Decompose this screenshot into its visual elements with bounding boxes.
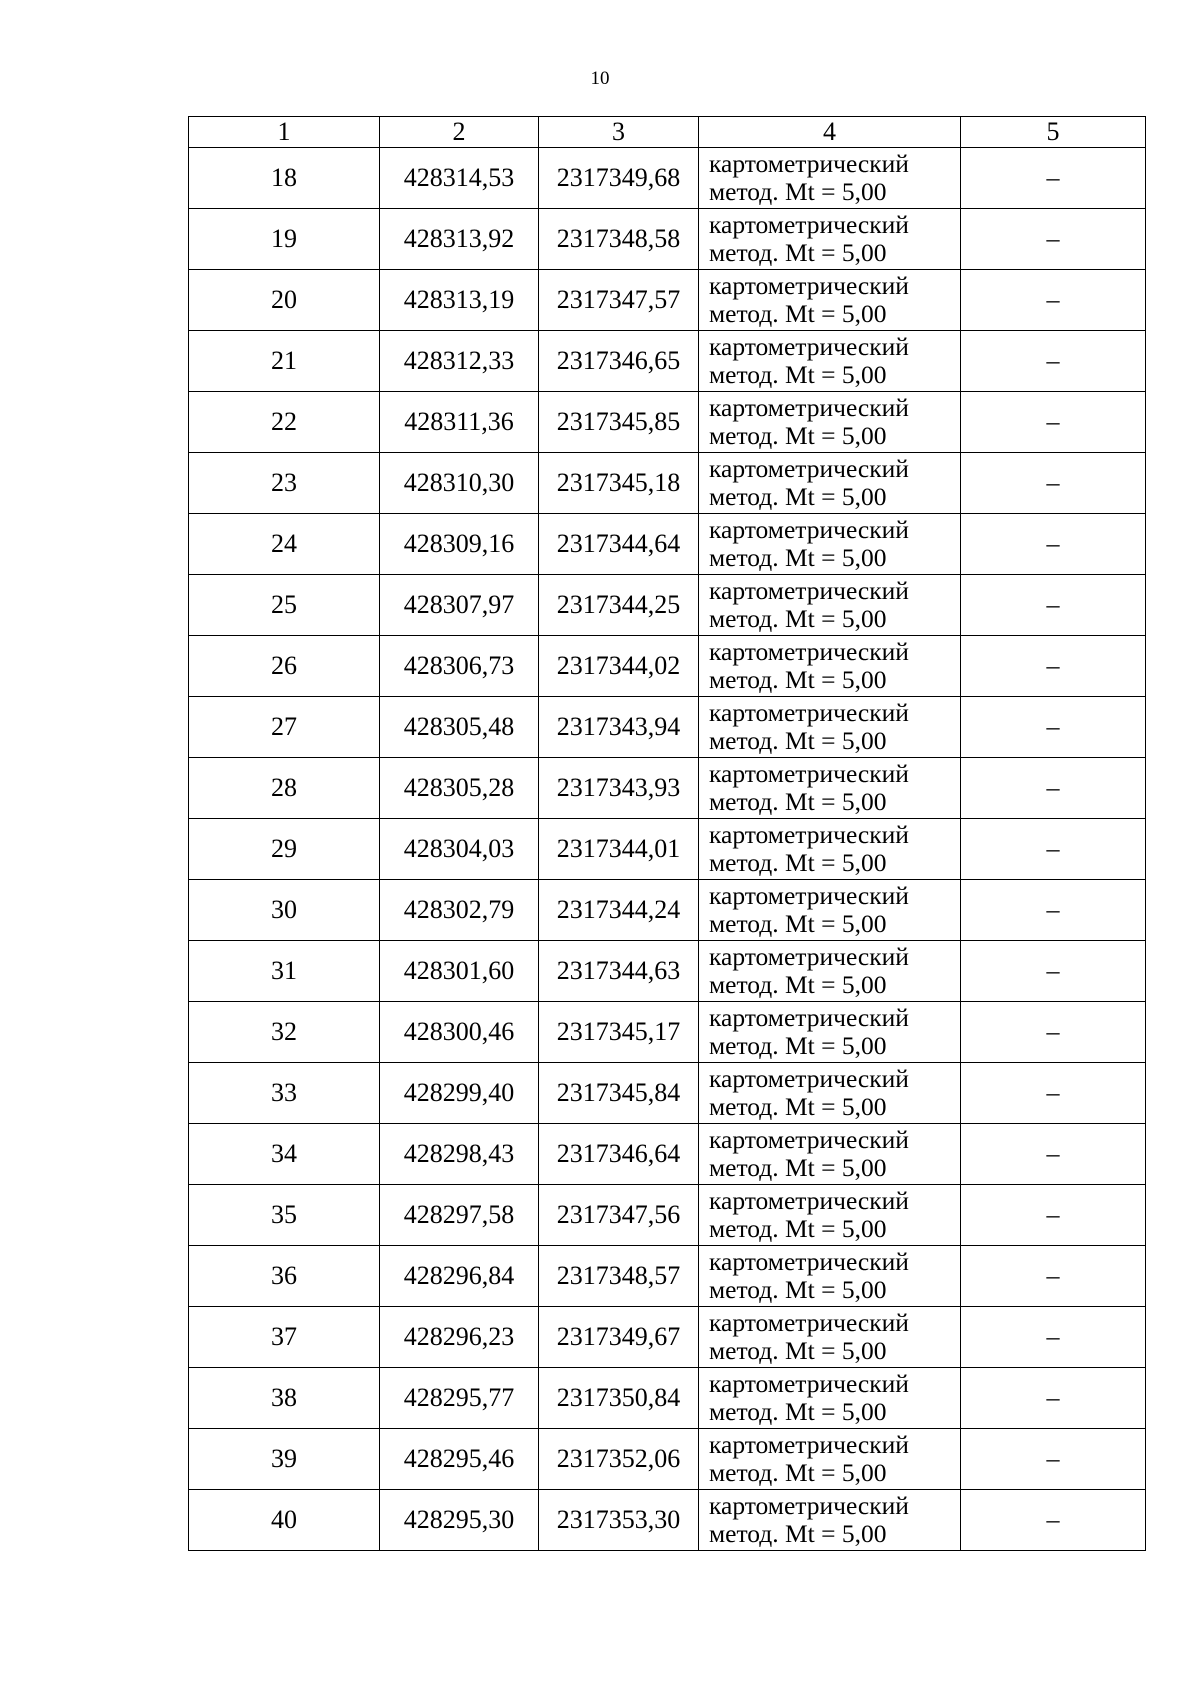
coordinate-y-cell: 2317347,56 [539,1185,699,1246]
coordinate-x-cell: 428304,03 [380,819,539,880]
coordinate-x-cell: 428302,79 [380,880,539,941]
method-text-line-2: метод. Mt = 5,00 [709,1519,887,1548]
point-number-cell: 38 [189,1368,380,1429]
page-number: 10 [590,68,610,89]
point-number-cell: 26 [189,636,380,697]
coordinate-x-cell: 428295,30 [380,1490,539,1551]
coordinate-x-cell: 428305,48 [380,697,539,758]
coordinate-y-cell: 2317348,57 [539,1246,699,1307]
note-cell: – [961,575,1146,636]
method-text-line-2: метод. Mt = 5,00 [709,665,887,694]
note-cell: – [961,697,1146,758]
point-number-cell: 32 [189,1002,380,1063]
coordinate-x-cell: 428299,40 [380,1063,539,1124]
table-row [189,270,1146,331]
coordinate-x-cell: 428307,97 [380,575,539,636]
point-number-cell: 35 [189,1185,380,1246]
method-cell [699,1185,961,1246]
method-text-line-1: картометрический [709,942,909,971]
table-row [189,819,1146,880]
method-text-line-2: метод. Mt = 5,00 [709,1397,887,1426]
point-number-cell: 39 [189,1429,380,1490]
table-row [189,1490,1146,1551]
method-text-line-2: метод. Mt = 5,00 [709,1275,887,1304]
method-cell [699,636,961,697]
header-col-4: 4 [699,117,961,148]
method-cell [699,392,961,453]
coordinate-x-cell: 428310,30 [380,453,539,514]
note-cell: – [961,1002,1146,1063]
note-cell: – [961,1368,1146,1429]
coordinate-y-cell: 2317353,30 [539,1490,699,1551]
method-text-line-1: картометрический [709,454,909,483]
note-cell: – [961,758,1146,819]
table-row [189,1002,1146,1063]
method-cell [699,758,961,819]
coordinate-x-cell: 428311,36 [380,392,539,453]
method-text-line-2: метод. Mt = 5,00 [709,909,887,938]
coordinate-y-cell: 2317349,67 [539,1307,699,1368]
note-cell: – [961,941,1146,1002]
method-text-line-1: картометрический [709,393,909,422]
coordinate-y-cell: 2317344,24 [539,880,699,941]
method-cell [699,819,961,880]
coordinate-y-cell: 2317348,58 [539,209,699,270]
method-cell [699,941,961,1002]
note-cell: – [961,1246,1146,1307]
note-cell: – [961,880,1146,941]
coordinate-y-cell: 2317344,64 [539,514,699,575]
method-text-line-2: метод. Mt = 5,00 [709,970,887,999]
point-number-cell: 31 [189,941,380,1002]
coordinate-x-cell: 428313,19 [380,270,539,331]
coordinate-y-cell: 2317345,85 [539,392,699,453]
method-cell [699,880,961,941]
method-cell [699,1429,961,1490]
table-row [189,636,1146,697]
method-cell [699,1490,961,1551]
method-cell [699,1307,961,1368]
method-text-line-1: картометрический [709,332,909,361]
method-text-line-1: картометрический [709,1125,909,1154]
method-text-line-2: метод. Mt = 5,00 [709,177,887,206]
point-number-cell: 20 [189,270,380,331]
table-row [189,880,1146,941]
table-row [189,1368,1146,1429]
method-text-line-2: метод. Mt = 5,00 [709,543,887,572]
method-cell [699,148,961,209]
method-cell [699,331,961,392]
note-cell: – [961,514,1146,575]
point-number-cell: 28 [189,758,380,819]
method-text-line-1: картометрический [709,1186,909,1215]
coordinate-x-cell: 428309,16 [380,514,539,575]
method-cell [699,1063,961,1124]
table-header [189,117,1146,148]
method-text-line-2: метод. Mt = 5,00 [709,726,887,755]
method-cell [699,209,961,270]
coordinate-y-cell: 2317344,63 [539,941,699,1002]
coordinate-x-cell: 428296,84 [380,1246,539,1307]
coordinate-x-cell: 428295,77 [380,1368,539,1429]
method-text-line-1: картометрический [709,759,909,788]
point-number-cell: 33 [189,1063,380,1124]
method-cell [699,1002,961,1063]
coordinate-x-cell: 428313,92 [380,209,539,270]
table-row [189,392,1146,453]
coordinate-x-cell: 428301,60 [380,941,539,1002]
method-text-line-1: картометрический [709,210,909,239]
coordinate-y-cell: 2317343,93 [539,758,699,819]
point-number-cell: 22 [189,392,380,453]
note-cell: – [961,331,1146,392]
method-text-line-1: картометрический [709,1308,909,1337]
method-text-line-2: метод. Mt = 5,00 [709,1092,887,1121]
method-text-line-2: метод. Mt = 5,00 [709,1458,887,1487]
method-text-line-2: метод. Mt = 5,00 [709,604,887,633]
point-number-cell: 34 [189,1124,380,1185]
table-body [189,148,1146,1551]
header-col-1: 1 [189,117,380,148]
method-text-line-1: картометрический [709,820,909,849]
method-cell [699,697,961,758]
table-row [189,1124,1146,1185]
note-cell: – [961,1063,1146,1124]
coordinate-y-cell: 2317343,94 [539,697,699,758]
point-number-cell: 19 [189,209,380,270]
point-number-cell: 30 [189,880,380,941]
method-cell [699,1246,961,1307]
note-cell: – [961,1429,1146,1490]
point-number-cell: 27 [189,697,380,758]
note-cell: – [961,392,1146,453]
coordinates-table [188,116,1146,1551]
method-text-line-2: метод. Mt = 5,00 [709,299,887,328]
note-cell: – [961,1124,1146,1185]
note-cell: – [961,819,1146,880]
coordinate-y-cell: 2317344,25 [539,575,699,636]
method-text-line-1: картометрический [709,637,909,666]
method-text-line-1: картометрический [709,1491,909,1520]
coordinate-y-cell: 2317346,64 [539,1124,699,1185]
method-text-line-2: метод. Mt = 5,00 [709,360,887,389]
table-row [189,1063,1146,1124]
point-number-cell: 36 [189,1246,380,1307]
note-cell: – [961,209,1146,270]
table-row [189,1429,1146,1490]
method-text-line-1: картометрический [709,1369,909,1398]
table-row [189,453,1146,514]
method-text-line-2: метод. Mt = 5,00 [709,421,887,450]
coordinate-y-cell: 2317352,06 [539,1429,699,1490]
method-text-line-1: картометрический [709,881,909,910]
method-cell [699,1124,961,1185]
note-cell: – [961,148,1146,209]
coordinate-y-cell: 2317347,57 [539,270,699,331]
table-row [189,514,1146,575]
table-row [189,758,1146,819]
coordinate-x-cell: 428306,73 [380,636,539,697]
method-text-line-2: метод. Mt = 5,00 [709,482,887,511]
method-cell [699,1368,961,1429]
coordinate-y-cell: 2317344,02 [539,636,699,697]
coordinate-y-cell: 2317345,18 [539,453,699,514]
coordinate-y-cell: 2317349,68 [539,148,699,209]
point-number-cell: 40 [189,1490,380,1551]
method-text-line-1: картометрический [709,1247,909,1276]
coordinate-y-cell: 2317345,84 [539,1063,699,1124]
coordinate-x-cell: 428314,53 [380,148,539,209]
method-text-line-1: картометрический [709,576,909,605]
method-text-line-1: картометрический [709,271,909,300]
point-number-cell: 29 [189,819,380,880]
method-cell [699,514,961,575]
method-cell [699,575,961,636]
table-row [189,1307,1146,1368]
note-cell: – [961,1307,1146,1368]
coordinate-x-cell: 428305,28 [380,758,539,819]
header-col-3: 3 [539,117,699,148]
table-row [189,575,1146,636]
table-row [189,1246,1146,1307]
coordinate-y-cell: 2317346,65 [539,331,699,392]
note-cell: – [961,1185,1146,1246]
point-number-cell: 21 [189,331,380,392]
coordinate-x-cell: 428295,46 [380,1429,539,1490]
header-col-5: 5 [961,117,1146,148]
method-text-line-1: картометрический [709,1064,909,1093]
coordinate-y-cell: 2317350,84 [539,1368,699,1429]
note-cell: – [961,270,1146,331]
method-text-line-2: метод. Mt = 5,00 [709,1336,887,1365]
point-number-cell: 25 [189,575,380,636]
method-text-line-1: картометрический [709,1003,909,1032]
method-cell [699,270,961,331]
coordinate-x-cell: 428312,33 [380,331,539,392]
method-text-line-2: метод. Mt = 5,00 [709,1214,887,1243]
coordinate-x-cell: 428297,58 [380,1185,539,1246]
table-row [189,331,1146,392]
method-text-line-1: картометрический [709,149,909,178]
header-col-2: 2 [380,117,539,148]
table-row [189,1185,1146,1246]
method-cell [699,453,961,514]
coordinate-y-cell: 2317344,01 [539,819,699,880]
table-row [189,209,1146,270]
method-text-line-2: метод. Mt = 5,00 [709,848,887,877]
point-number-cell: 24 [189,514,380,575]
table-row [189,697,1146,758]
note-cell: – [961,636,1146,697]
point-number-cell: 37 [189,1307,380,1368]
coordinate-x-cell: 428296,23 [380,1307,539,1368]
method-text-line-1: картометрический [709,698,909,727]
coordinate-x-cell: 428300,46 [380,1002,539,1063]
method-text-line-2: метод. Mt = 5,00 [709,787,887,816]
method-text-line-1: картометрический [709,1430,909,1459]
method-text-line-2: метод. Mt = 5,00 [709,238,887,267]
table-row [189,148,1146,209]
method-text-line-2: метод. Mt = 5,00 [709,1031,887,1060]
header-row [189,117,1146,148]
method-text-line-2: метод. Mt = 5,00 [709,1153,887,1182]
table-row [189,941,1146,1002]
note-cell: – [961,453,1146,514]
coordinate-y-cell: 2317345,17 [539,1002,699,1063]
method-text-line-1: картометрический [709,515,909,544]
point-number-cell: 23 [189,453,380,514]
coordinate-x-cell: 428298,43 [380,1124,539,1185]
note-cell: – [961,1490,1146,1551]
point-number-cell: 18 [189,148,380,209]
